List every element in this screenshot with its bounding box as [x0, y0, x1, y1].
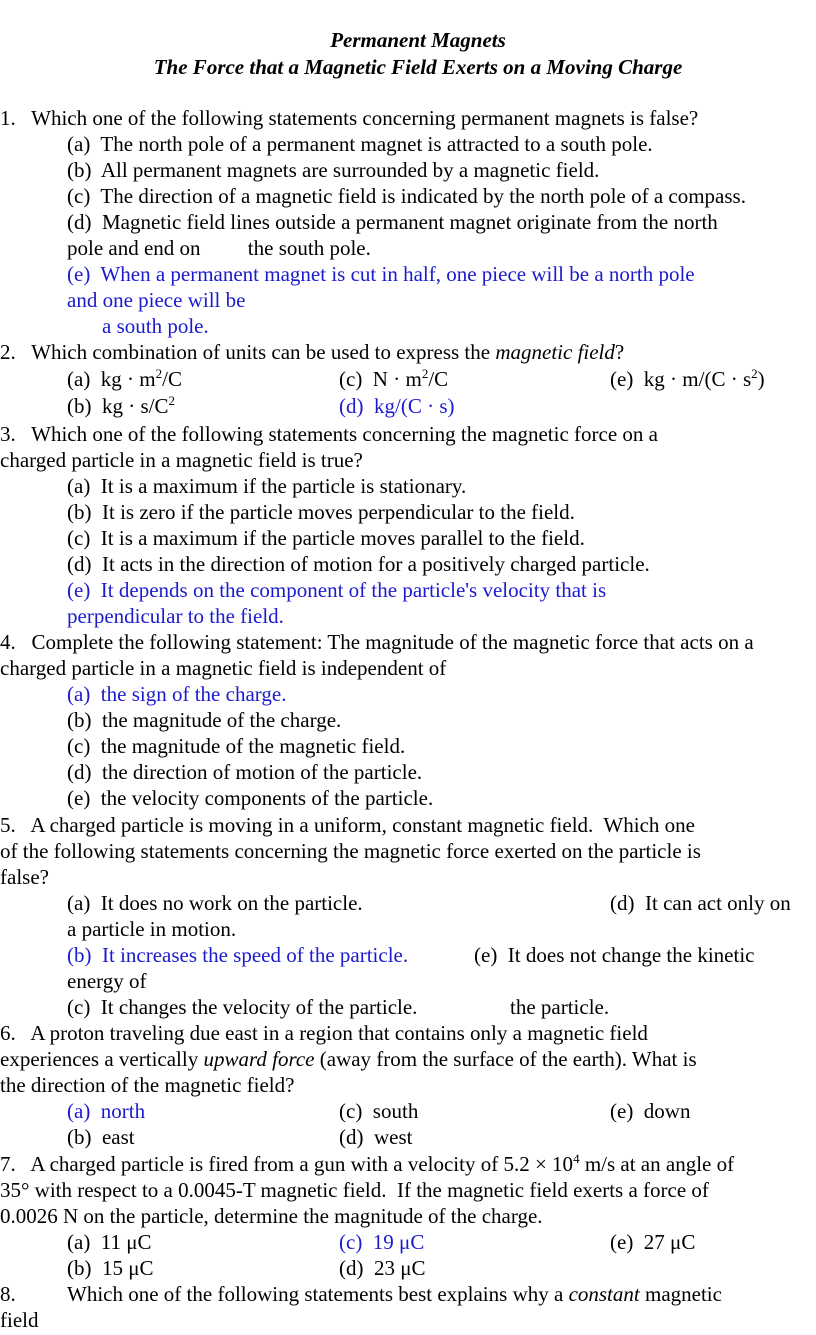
- q8-number: 8.: [0, 1282, 16, 1306]
- q2-b-sup: 2: [168, 393, 175, 408]
- q3-option-b: (b) It is zero if the particle moves perpendicular to the field.: [67, 500, 575, 524]
- q4-option-a: (a) the sign of the charge.: [67, 682, 287, 706]
- q2-e-post: ): [757, 367, 765, 391]
- q5-option-d-line2: a particle in motion.: [67, 917, 237, 941]
- q1-option-e-line3: a south pole.: [102, 314, 209, 338]
- title-line-1: Permanent Magnets: [330, 28, 506, 52]
- q8-stem-line1: [67, 1281, 722, 1307]
- q4-stem-line2: charged particle in a magnetic field is independent of: [0, 656, 447, 680]
- q5-option-b: (b) It increases the speed of the particle.: [67, 943, 409, 967]
- q3-option-e-line2: perpendicular to the field.: [67, 604, 284, 628]
- q3-option-d: (d) It acts in the direction of motion for a positively charged particle.: [67, 552, 650, 576]
- q5-option-e-line2: energy of: [67, 969, 147, 993]
- q5-stem-line3: false?: [0, 865, 49, 889]
- q7-option-a: (a) 11 μC: [67, 1230, 152, 1254]
- q7-option-e: (e) 27 μC: [610, 1230, 696, 1254]
- title-line-2: The Force that a Magnetic Field Exerts on a Moving Charge: [153, 55, 683, 79]
- q1-option-d-line2: pole and end on the south pole.: [67, 236, 371, 260]
- q2-option-d: (d) kg/(C · s): [339, 394, 455, 418]
- q8-stem-line2: field: [0, 1308, 39, 1332]
- q3-option-a: (a) It is a maximum if the particle is stationary.: [67, 474, 467, 498]
- q7-option-b: (b) 15 μC: [67, 1256, 154, 1280]
- q2-b-text: (b) kg · s/C: [67, 394, 169, 418]
- q8-stem1-emphasis: constant: [568, 1282, 640, 1306]
- q2-stem-emphasis: magnetic field: [495, 340, 615, 364]
- q1-option-b: (b) All permanent magnets are surrounded by a magnetic field.: [67, 158, 600, 182]
- q4-option-e: (e) the velocity components of the particle.: [67, 786, 434, 810]
- q2-a-text: (a) kg · m: [67, 367, 156, 391]
- q7-stem1-sup: 4: [573, 1151, 580, 1166]
- q3-stem-line1: 3. Which one of the following statements concerning the magnetic force on a: [0, 422, 658, 446]
- q6-stem-line2: [0, 1046, 697, 1072]
- q8-stem1-pre: Which one of the following statements best explains why a: [67, 1282, 569, 1306]
- q5-stem-line1: 5. A charged particle is moving in a uniform, constant magnetic field. Which one: [0, 813, 695, 837]
- q2-stem-pre: 2. Which combination of units can be used to express the: [0, 340, 496, 364]
- q8-stem1-post: magnetic: [639, 1282, 722, 1306]
- q6-option-e: (e) down: [610, 1099, 691, 1123]
- q7-option-d: (d) 23 μC: [339, 1256, 426, 1280]
- q6-stem2-emphasis: upward force: [203, 1047, 315, 1071]
- q2-a-post: /C: [162, 367, 182, 391]
- q2-option-a: [67, 366, 182, 392]
- q6-option-a: (a) north: [67, 1099, 146, 1123]
- q1-option-e-line2: and one piece will be: [67, 288, 246, 312]
- q1-option-d-line1: (d) Magnetic field lines outside a permanent magnet originate from the north: [67, 210, 718, 234]
- q2-option-e: [610, 366, 765, 392]
- q2-option-b: [67, 393, 175, 419]
- q4-option-d: (d) the direction of motion of the particle.: [67, 760, 423, 784]
- q4-option-b: (b) the magnitude of the charge.: [67, 708, 342, 732]
- q2-c-text: (c) N · m: [339, 367, 422, 391]
- q7-stem-line1: [0, 1151, 734, 1177]
- q2-e-text: (e) kg · m/(C · s: [610, 367, 752, 391]
- q1-option-e-line1: (e) When a permanent magnet is cut in half, one piece will be a north pole: [67, 262, 695, 286]
- q1-stem: 1. Which one of the following statements concerning permanent magnets is false?: [0, 106, 699, 130]
- q4-option-c: (c) the magnitude of the magnetic field.: [67, 734, 406, 758]
- q6-option-c: (c) south: [339, 1099, 419, 1123]
- q1-option-a: (a) The north pole of a permanent magnet is attracted to a south pole.: [67, 132, 653, 156]
- q2-stem-post: ?: [614, 340, 625, 364]
- q6-stem-line1: 6. A proton traveling due east in a region that contains only a magnetic field: [0, 1021, 648, 1045]
- q5-option-d-line1: (d) It can act only on: [610, 891, 791, 915]
- q2-c-post: /C: [428, 367, 449, 391]
- q5-option-e-line3: the particle.: [510, 995, 610, 1019]
- q3-option-e-line1: (e) It depends on the component of the particle's velocity that is: [67, 578, 607, 602]
- q5-option-a: (a) It does no work on the particle.: [67, 891, 363, 915]
- q7-stem1-post: m/s at an angle of: [579, 1152, 735, 1176]
- q2-e-sup: 2: [751, 366, 758, 381]
- q1-option-c: (c) The direction of a magnetic field is indicated by the north pole of a compass.: [67, 184, 746, 208]
- q6-stem2-post: (away from the surface of the earth). What is: [314, 1047, 697, 1071]
- q7-stem-line2: 35° with respect to a 0.0045-T magnetic field. If the magnetic field exerts a force of: [0, 1178, 709, 1202]
- q6-option-d: (d) west: [339, 1125, 413, 1149]
- q2-c-sup: 2: [421, 366, 429, 381]
- q6-stem2-pre: experiences a vertically: [0, 1047, 204, 1071]
- q5-option-c: (c) It changes the velocity of the particle.: [67, 995, 418, 1019]
- q2-option-c: [339, 366, 448, 392]
- q2-a-sup: 2: [155, 366, 163, 381]
- q7-stem-line3: 0.0026 N on the particle, determine the magnitude of the charge.: [0, 1204, 543, 1228]
- q4-stem-line1: 4. Complete the following statement: The magnitude of the magnetic force that acts on a: [0, 630, 754, 654]
- q3-stem-line2: charged particle in a magnetic field is true?: [0, 448, 363, 472]
- q6-option-b: (b) east: [67, 1125, 135, 1149]
- q2-stem: [0, 339, 624, 365]
- q5-stem-line2: of the following statements concerning the magnetic force exerted on the particle is: [0, 839, 701, 863]
- q5-option-e-line1: (e) It does not change the kinetic: [474, 943, 755, 967]
- q3-option-c: (c) It is a maximum if the particle moves parallel to the field.: [67, 526, 585, 550]
- q6-stem-line3: the direction of the magnetic field?: [0, 1073, 295, 1097]
- q7-option-c: (c) 19 μC: [339, 1230, 425, 1254]
- q7-stem1-pre: 7. A charged particle is fired from a gun with a velocity of 5.2 × 10: [0, 1152, 574, 1176]
